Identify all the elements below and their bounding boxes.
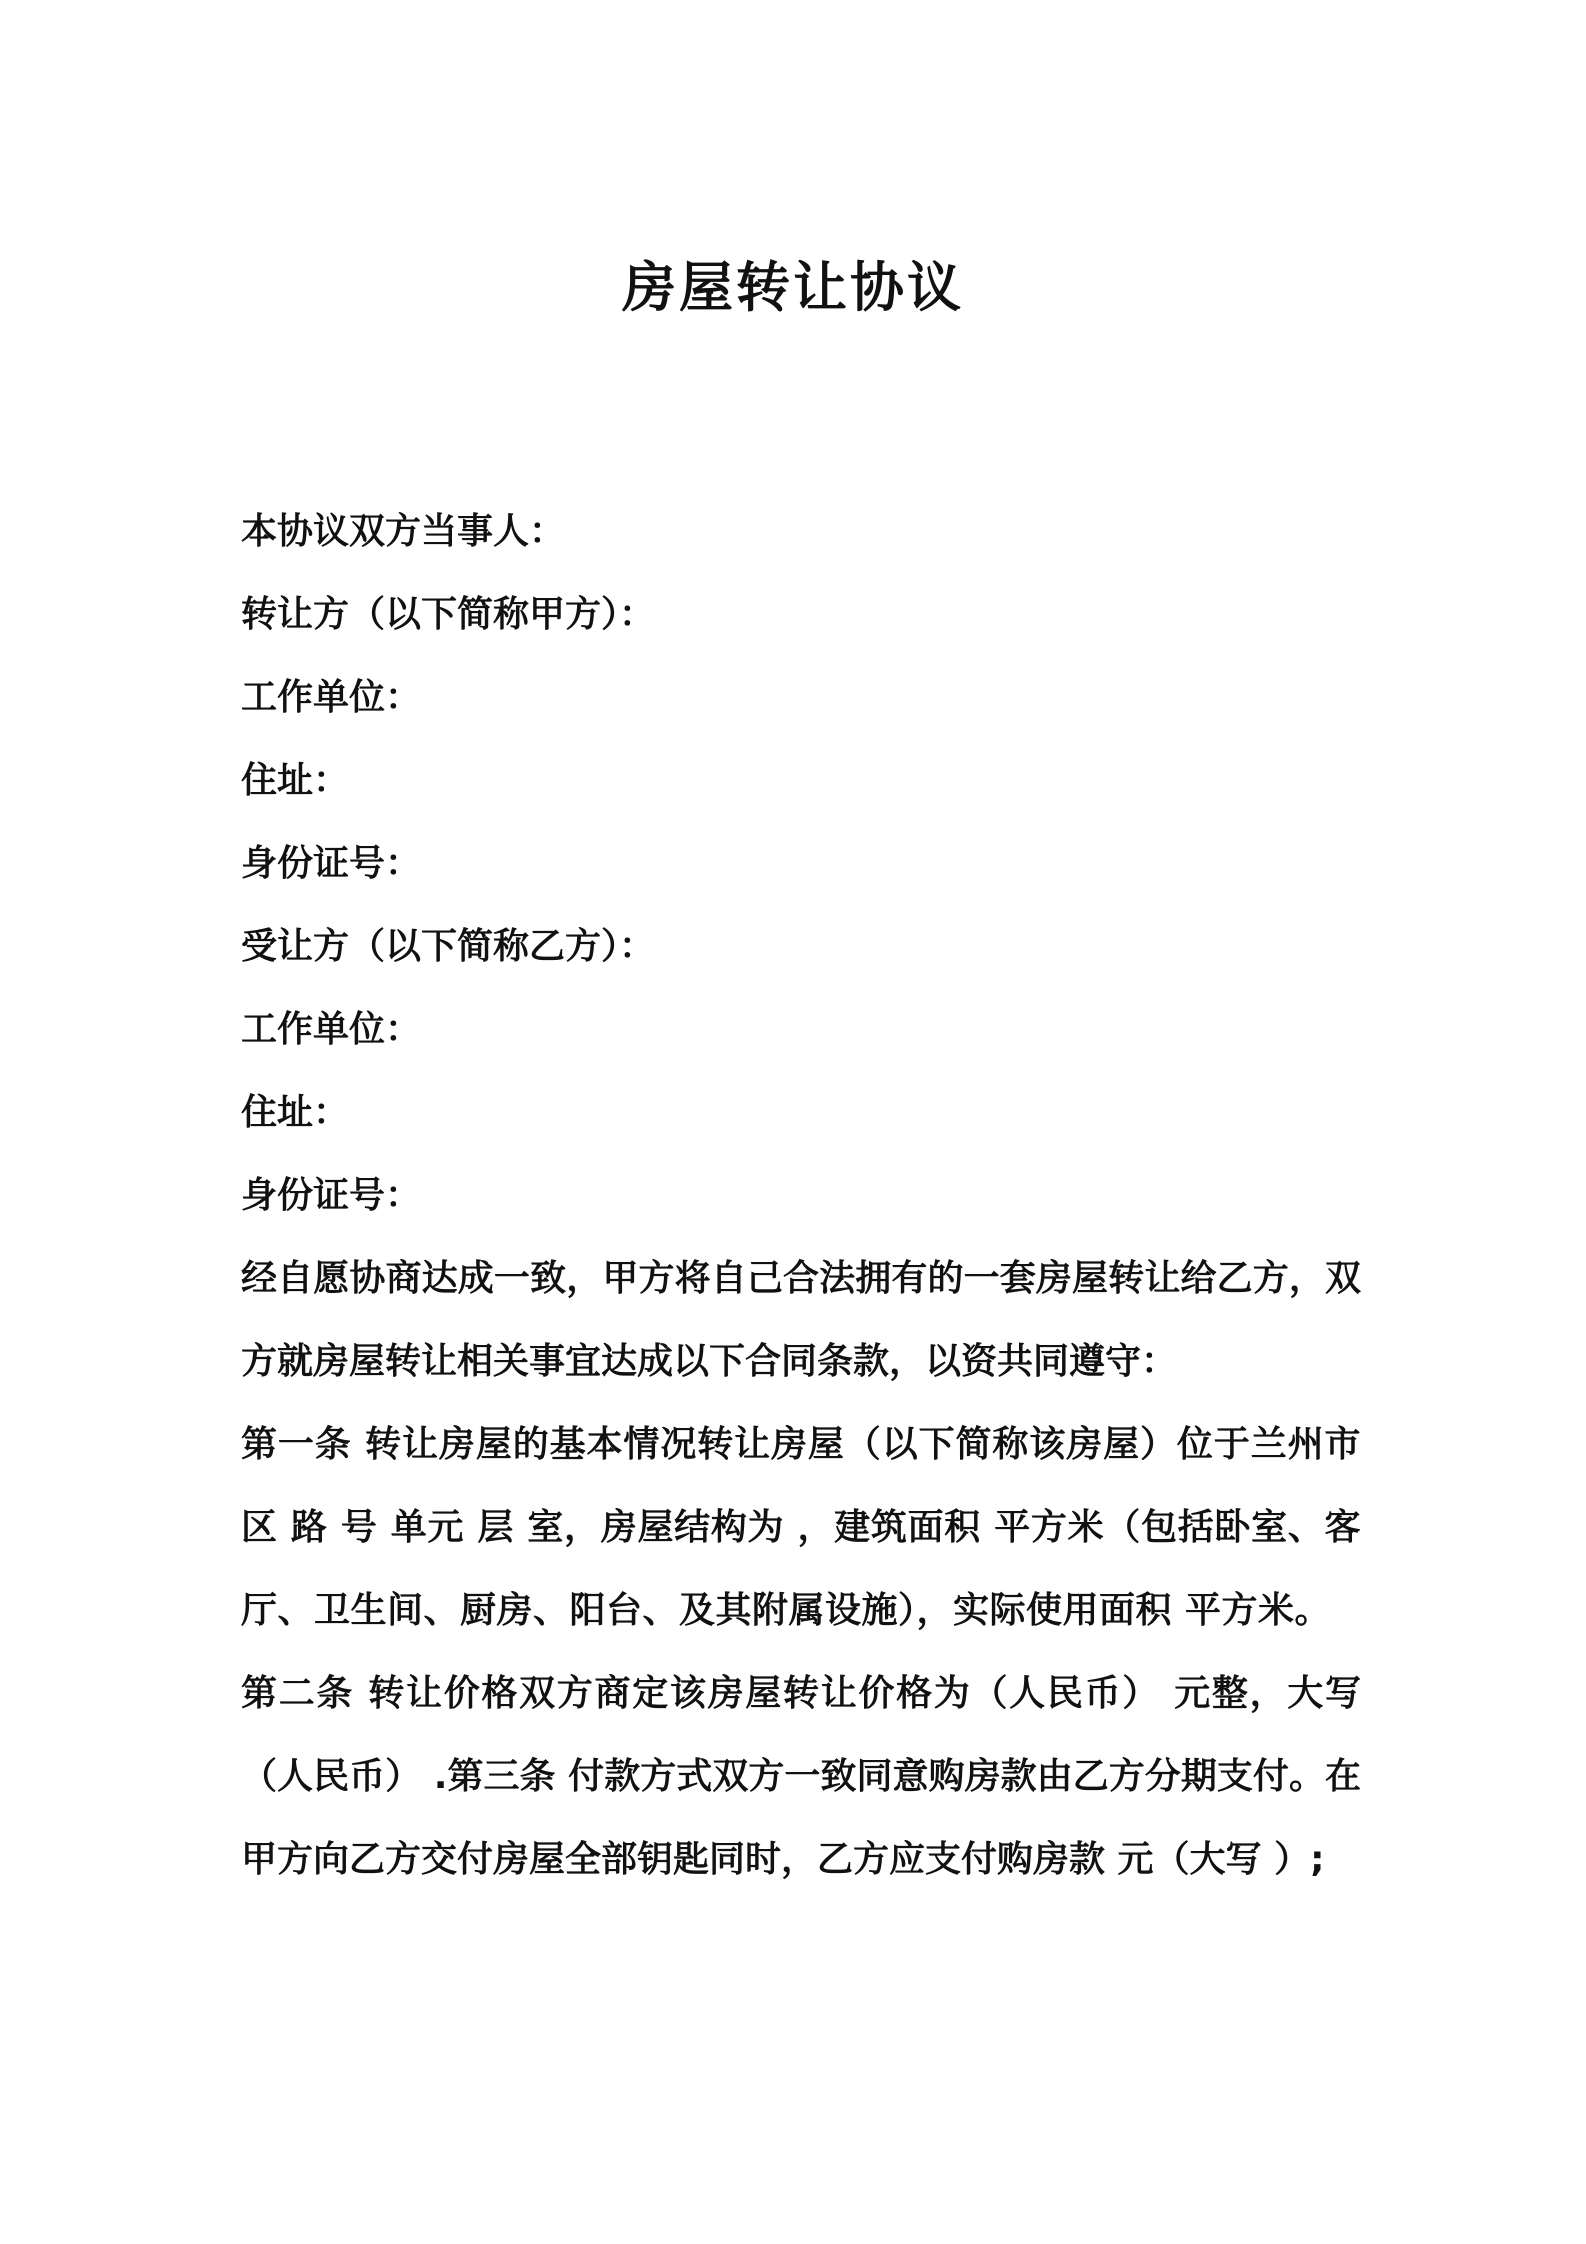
article-1: 第一条 转让房屋的基本情况转让房屋（以下简称该房屋）位于兰州市 区 路 号 单元 层 室，房屋结构为 ，建筑面积 平方米（包括卧室、客厅、卫生间、厨房、阳台、及其附属设施），实际使用面积 平方米。	[241, 1424, 1361, 1631]
party-b-id-label: 身份证号：	[241, 1175, 422, 1216]
party-b-employer-label: 工作单位：	[241, 1009, 422, 1050]
party-a-id-label: 身份证号：	[241, 843, 422, 884]
party-a-address-label: 住址：	[241, 760, 350, 801]
document-body	[241, 490, 1361, 1901]
parties-heading: 本协议双方当事人：	[241, 511, 566, 552]
article-2-3: 第二条 转让价格双方商定该房屋转让价格为（人民币） 元整，大写（人民币） .第三条 付款方式双方一致同意购房款由乙方分期支付。在甲方向乙方交付房屋全部钥匙同时，乙方应支付购房款 元（大写 ）;	[241, 1673, 1361, 1880]
party-a-employer-label: 工作单位：	[241, 677, 422, 718]
document-title: 房屋转让协议	[622, 256, 964, 319]
party-b-address-label: 住址：	[241, 1092, 350, 1133]
party-b-label: 受让方（以下简称乙方）：	[241, 926, 656, 967]
agreement-preamble: 经自愿协商达成一致，甲方将自己合法拥有的一套房屋转让给乙方，双方就房屋转让相关事宜达成以下合同条款，以资共同遵守：	[241, 1258, 1361, 1382]
party-a-label: 转让方（以下简称甲方）：	[241, 594, 656, 635]
